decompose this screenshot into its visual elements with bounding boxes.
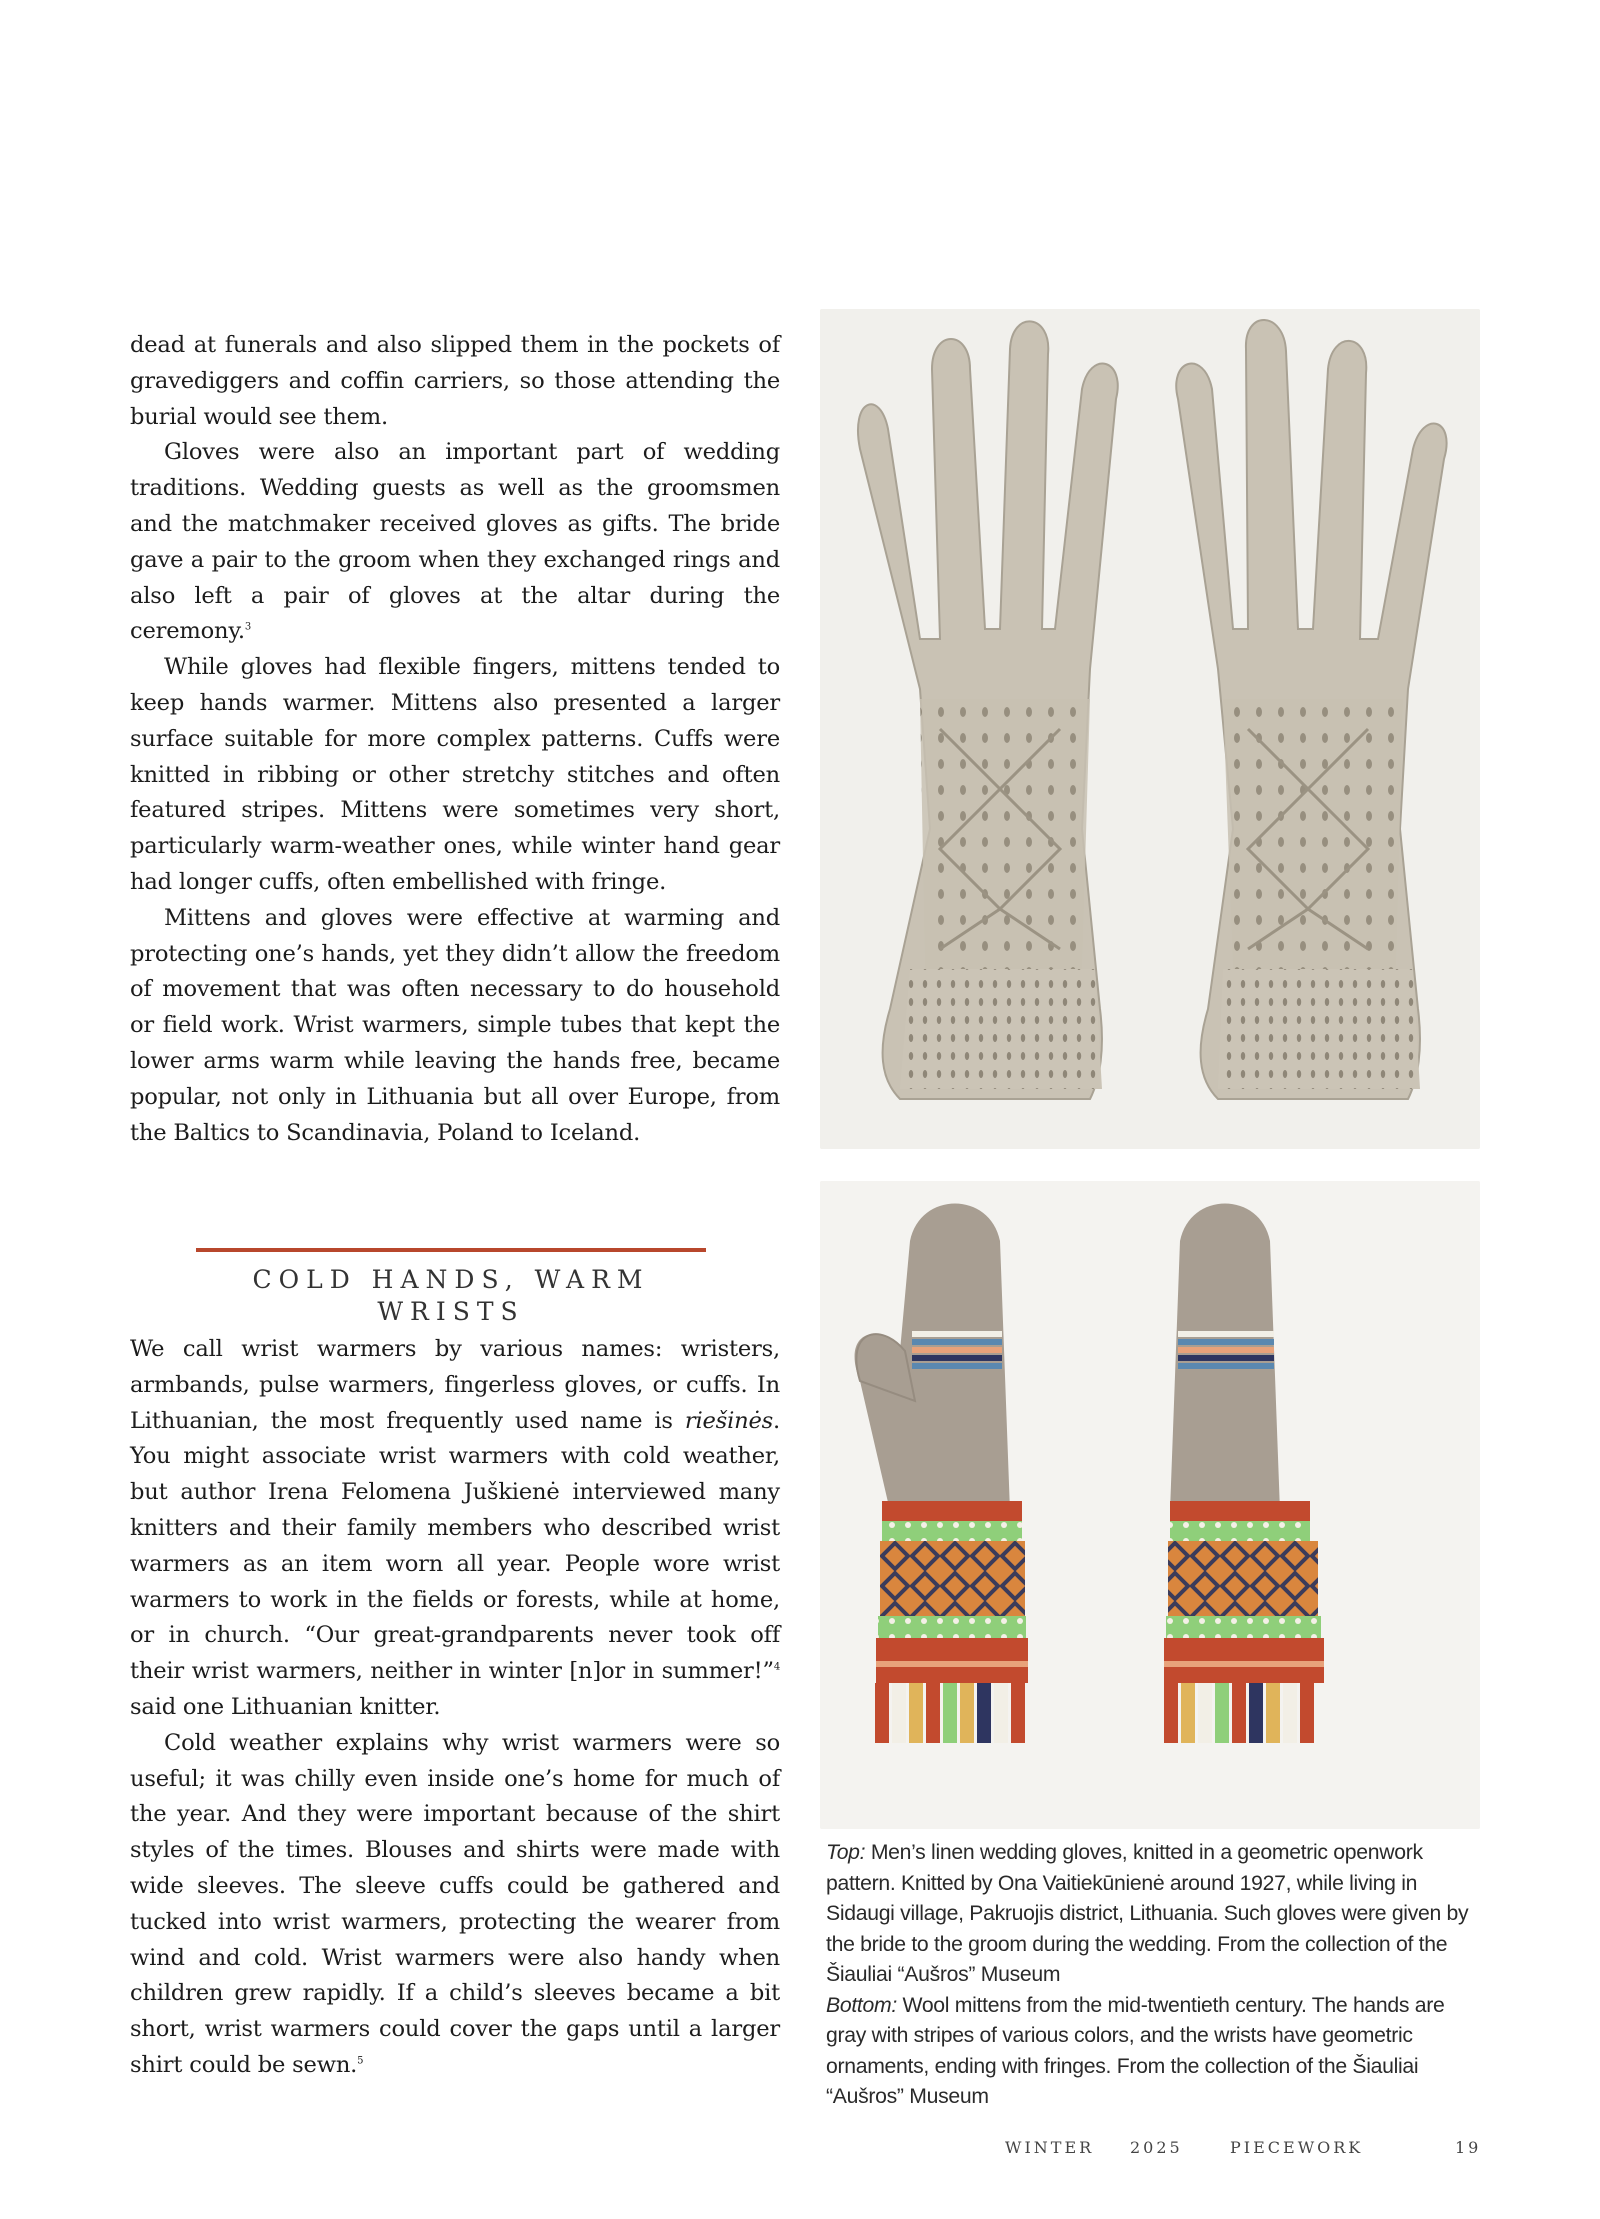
paragraph: We call wrist warmers by various names: wristers, armbands, pulse warmers, fingerless gloves, or cuffs. In Lithuanian, the most frequently used name is riešinės. You might associate wrist warmers with cold weather, but author Irena Felomena Juškienė interviewed many knitters and their family members who described wrist warmers as an item worn all year. People wore wrist warmers to work in the fields or forests, while at home, or in church. “Our great-grandparents never took off their wrist warmers, neither in winter [n]or in summer!”$^4$ said one Lithuanian knitter. <box>130 1336 780 1720</box>
photo-caption <box>826 1838 1476 2113</box>
paragraph: While gloves had flexible fingers, mittens tended to keep hands warmer. Mittens also presented a larger surface suitable for more complex patterns. Cuffs were knitted in ribbing or other stretchy stitches and often featured stripes. Mittens were sometimes very short, particularly warm-weather ones, while winter hand gear had longer cuffs, often embellished with fringe. <box>130 654 780 895</box>
page-number: 19 <box>1455 2138 1482 2157</box>
footer-magazine: PIECEWORK <box>1230 2138 1364 2157</box>
footer-year: 2025 <box>1130 2138 1183 2157</box>
paragraph: Gloves were also an important part of wedding traditions. Wedding guests as well as the groomsmen and the matchmaker received gloves as gifts. The bride gave a pair to the groom when they exchanged rings and also left a pair of gloves at the altar during the ceremony.$^3$ <box>130 439 780 645</box>
linen-gloves-illustration <box>820 309 1480 1149</box>
footnote-ref: 4 <box>773 1661 780 1673</box>
footer-season: WINTER <box>1005 2138 1095 2157</box>
paragraph: dead at funerals and also slipped them in the pockets of gravediggers and coffin carriers, so those attending the burial would see them. <box>130 332 780 430</box>
photo-linen-gloves <box>820 309 1480 1149</box>
footnote-ref: 3 <box>244 621 252 633</box>
body-column <box>130 328 780 1151</box>
wool-mittens-illustration <box>820 1181 1480 1829</box>
paragraph: Cold weather explains why wrist warmers were so useful; it was chilly even inside one’s home for much of the year. And they were important because of the shirt styles of the times. Blouses and shirts were made with wide sleeves. The sleeve cuffs could be gathered and tucked into wrist warmers, protecting the wearer from wind and cold. Wrist warmers were also handy when children grew rapidly. If a child’s sleeves became a bit short, wrist warmers could cover the gaps until a larger shirt could be sewn.$^5$ <box>130 1729 780 2078</box>
footnote-ref: 5 <box>357 2055 364 2067</box>
section-wrist-warmers <box>130 1248 780 2084</box>
section-rule <box>196 1248 706 1252</box>
section-heading: COLD HANDS, WARM WRISTS <box>252 1265 650 1326</box>
caption-bottom: Bottom: Wool mittens from the mid-twentieth century. The hands are gray with stripes of various colors, and the wrists have geometric ornaments, ending with fringes. From the collection of the Šiauliai “Aušros” Museum <box>826 1993 1445 2108</box>
photo-wool-mittens <box>820 1181 1480 1829</box>
paragraph: Mittens and gloves were effective at warming and protecting one’s hands, yet they didn’t allow the freedom of movement that was often necessary to do household or field work. Wrist warmers, simple tubes that kept the lower arms warm while leaving the hands free, became popular, not only in Lithuania but all over Europe, from the Baltics to Scandinavia, Poland to Iceland. <box>130 904 780 1146</box>
left-mitten-fringe <box>875 1683 1025 1743</box>
right-mitten-fringe <box>1164 1683 1314 1743</box>
caption-top: Top: Men’s linen wedding gloves, knitted in a geometric openwork pattern. Knitted by Ona Vaitiekūnienė around 1927, while living in Sidaugi village, Pakruojis district, Lithuania. Such gloves were given by the bride to the groom during the wedding. From the collection of the Šiauliai “Aušros” Museum <box>826 1841 1469 1986</box>
